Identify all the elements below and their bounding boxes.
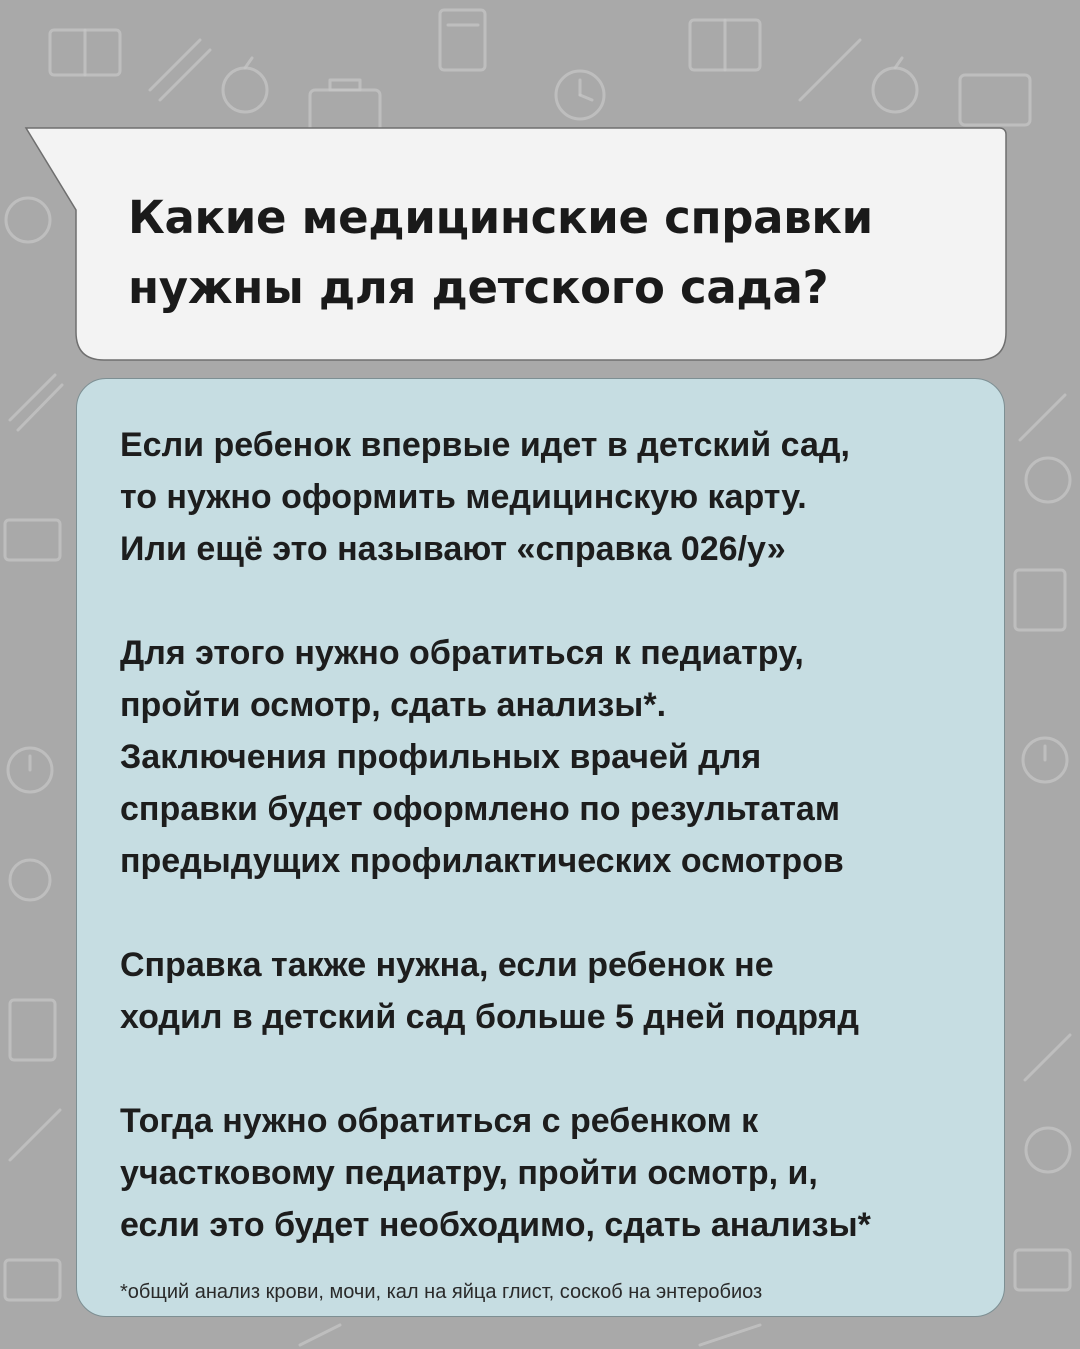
paragraph-first-visit — [120, 419, 980, 575]
info-paragraphs — [120, 419, 980, 1303]
paragraph-line: Справка также нужна, если ребенок не — [120, 946, 774, 984]
ball-doodle-icon — [1026, 1128, 1070, 1172]
paragraph-line: предыдущих профилактических осмотров — [120, 842, 844, 880]
paragraph-line: Заключения профильных врачей для — [120, 738, 762, 776]
paragraph-line: Или ещё это называют «справка 026/у» — [120, 530, 786, 568]
paragraph-line: пройти осмотр, сдать анализы*. — [120, 686, 667, 724]
title-line: нужны для детского сада? — [128, 261, 829, 314]
footnote: *общий анализ крови, мочи, кал на яйца глист, соскоб на энтеробиоз — [120, 1281, 763, 1303]
pencil-doodle-icon — [1020, 395, 1065, 440]
paragraph-line: справки будет оформлено по результатам — [120, 790, 840, 828]
ruler-doodle-icon — [700, 1325, 760, 1345]
pencil-doodle-icon — [10, 375, 62, 430]
paragraph-then — [120, 1095, 980, 1251]
paragraph-line: участковому педиатру, пройти осмотр, и, — [120, 1154, 818, 1192]
paragraph-line: Тогда нужно обратиться с ребенком к — [120, 1102, 759, 1140]
paragraph-absence — [120, 939, 980, 1043]
apple-doodle-icon — [10, 860, 50, 900]
book-doodle-icon — [1015, 1250, 1070, 1290]
calculator-doodle-icon — [10, 1000, 55, 1060]
pencil-doodle-icon — [300, 1325, 340, 1345]
clock-doodle-icon — [1023, 738, 1067, 782]
notebook-doodle-icon — [1015, 570, 1065, 630]
paragraph-line: Если ребенок впервые идет в детский сад, — [120, 426, 850, 464]
book-doodle-icon — [5, 520, 60, 560]
ball-doodle-icon — [1026, 458, 1070, 502]
book-doodle-icon — [5, 1260, 60, 1300]
page-title — [128, 183, 988, 323]
title-line: Какие медицинские справки — [128, 191, 873, 244]
paragraph-line: Для этого нужно обратиться к педиатру, — [120, 634, 804, 672]
paragraph-line: ходил в детский сад больше 5 дней подряд — [120, 998, 859, 1036]
clock-doodle-icon — [8, 748, 52, 792]
paragraph-line: если это будет необходимо, сдать анализы* — [120, 1206, 871, 1244]
paragraph-line: то нужно оформить медицинскую карту. — [120, 478, 807, 516]
paragraph-pediatrician — [120, 627, 980, 887]
pencil-doodle-icon — [1025, 1035, 1070, 1080]
pencil-doodle-icon — [10, 1110, 60, 1160]
